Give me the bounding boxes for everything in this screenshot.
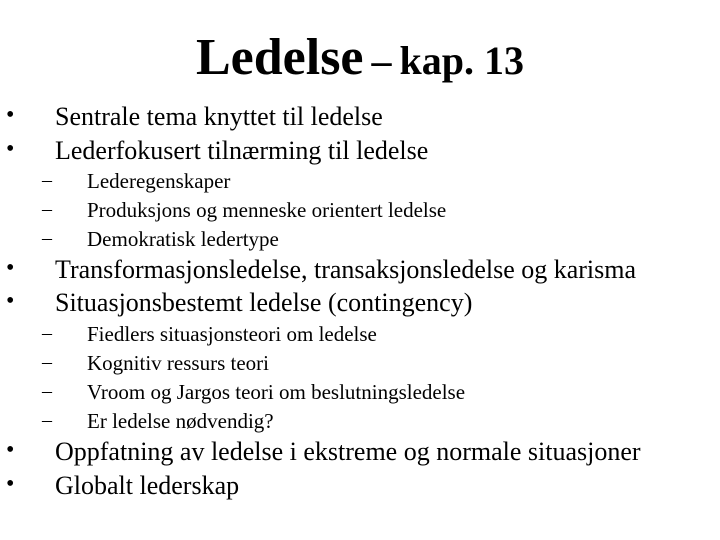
- bullet-text: Transformasjonsledelse, transaksjonsledelse og karisma: [55, 255, 637, 284]
- bullet-text: Lederfokusert tilnærming til ledelse: [55, 136, 429, 165]
- bullet-text: Situasjonsbestemt ledelse (contingency): [55, 288, 473, 317]
- bullet-icon: •: [6, 471, 15, 497]
- sub-bullet-text: Produksjons og menneske orientert ledelse: [87, 198, 447, 222]
- bullet-icon: •: [6, 437, 15, 463]
- sub-bullet-text: Vroom og Jargos teori om beslutningsledelse: [87, 380, 466, 404]
- sub-bullet-text: Demokratisk ledertype: [87, 227, 279, 251]
- dash-icon: –: [42, 227, 52, 249]
- bullet-text: Sentrale tema knyttet til ledelse: [55, 102, 383, 131]
- bullet-icon: •: [6, 136, 15, 162]
- bullet-icon: •: [6, 255, 15, 281]
- title-main: Ledelse: [195, 29, 364, 86]
- dash-icon: –: [42, 198, 52, 220]
- dash-icon: –: [42, 351, 52, 373]
- bullet-icon: •: [6, 102, 15, 128]
- title-chapter: kap. 13: [399, 38, 525, 83]
- sub-bullet-text: Er ledelse nødvendig?: [87, 409, 274, 433]
- bullet-icon: •: [6, 288, 15, 314]
- sub-bullet-text: Fiedlers situasjonsteori om ledelse: [87, 322, 377, 346]
- title-separator: –: [371, 38, 392, 83]
- dash-icon: –: [42, 169, 52, 191]
- slide-title: [0, 28, 720, 87]
- bullet-text: Globalt lederskap: [55, 471, 240, 500]
- dash-icon: –: [42, 380, 52, 402]
- sub-bullet-text: Lederegenskaper: [87, 169, 231, 193]
- bullet-text: Oppfatning av ledelse i ekstreme og normale situasjoner: [55, 437, 641, 466]
- dash-icon: –: [42, 409, 52, 431]
- sub-bullet-text: Kognitiv ressurs teori: [87, 351, 269, 375]
- dash-icon: –: [42, 322, 52, 344]
